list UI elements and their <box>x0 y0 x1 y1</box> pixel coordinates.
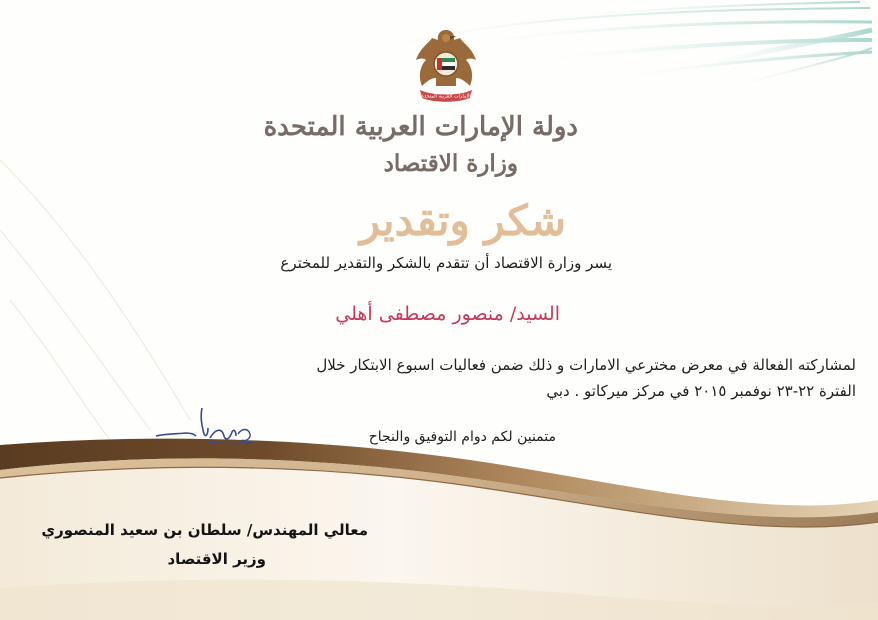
country-name: دولة الإمارات العربية المتحدة <box>263 112 578 142</box>
closing-wish: متمنين لكم دوام التوفيق والنجاح <box>368 429 556 445</box>
signatory-position: وزير الاقتصاد <box>167 550 266 568</box>
handwritten-signature <box>150 398 260 453</box>
body-text-line-1: لمشاركته الفعالة في معرض مخترعي الامارات و ذلك ضمن فعاليات اسبوع الابتكار خلال <box>316 356 856 374</box>
recipient-name: السيد/ منصور مصطفى أهلي <box>335 303 560 325</box>
certificate-title: شكر وتقدير <box>359 196 566 245</box>
body-text-line-2: الفترة ٢٢-٢٣ نوفمبر ٢٠١٥ في مركز ميركاتو . دبي <box>546 382 856 400</box>
ministry-name: وزارة الاقتصاد <box>383 150 518 177</box>
uae-emblem-icon <box>410 24 482 106</box>
svg-text:الإمارات العربية المتحدة: الإمارات العربية المتحدة <box>421 93 471 100</box>
teal-swoosh-decoration <box>300 2 872 90</box>
signatory-name: معالي المهندس/ سلطان بن سعيد المنصوري <box>41 521 368 539</box>
intro-text: يسر وزارة الاقتصاد أن تتقدم بالشكر والتقدير للمخترع <box>280 254 612 272</box>
